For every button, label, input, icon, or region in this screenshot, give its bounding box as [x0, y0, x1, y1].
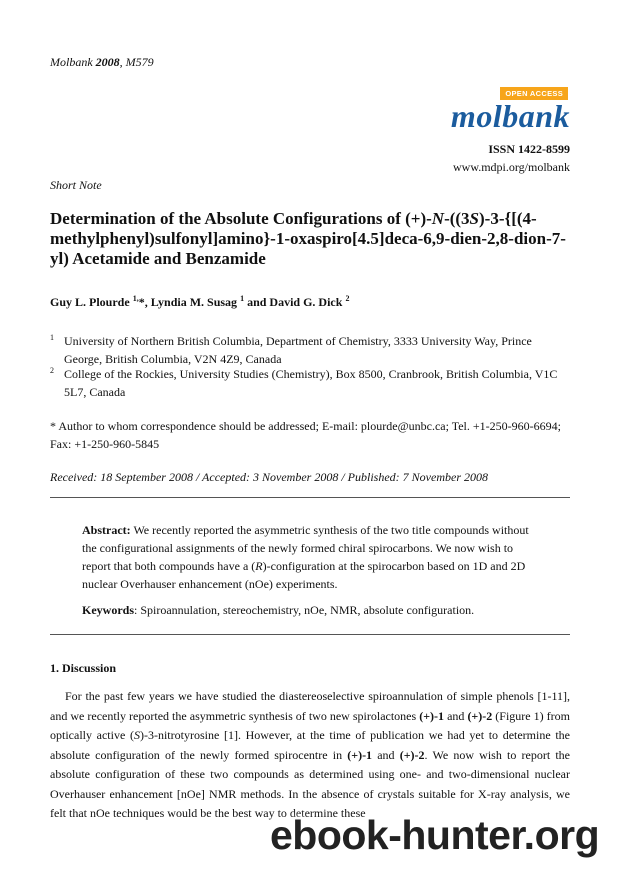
correspondence-note: * Author to whom correspondence should be addressed; E-mail: plourde@unbc.ca; Tel. +1-250-960-6694; Fax: +1-250-960-5845 [50, 419, 561, 451]
open-access-badge: OPEN ACCESS [500, 87, 568, 100]
body-text [50, 687, 570, 824]
keywords-text: : Spiroannulation, stereochemistry, nOe, NMR, absolute configuration. [134, 603, 475, 617]
citation-year: 2008 [95, 55, 120, 69]
compound-ref: (+)-1 [419, 708, 445, 723]
author-name: David G. Dick [269, 295, 343, 309]
abstract [82, 521, 540, 593]
divider [50, 497, 570, 498]
author-list [50, 294, 349, 310]
citation-journal: Molbank [50, 55, 93, 69]
affiliation [50, 365, 572, 401]
author-name: Lyndia M. Susag [150, 295, 238, 309]
watermark: ebook-hunter.org [270, 812, 600, 858]
title-part-2: -((3 [444, 209, 470, 228]
text-run: )-3-nitrotyrosine [1]. However, at the time of publication we had yet to determine the absolute configuration of the newly formed spirocentre in [50, 728, 570, 762]
text-run: and [372, 747, 400, 762]
italic-s: S [133, 728, 140, 742]
compound-ref: (+)-2 [399, 747, 425, 762]
abstract-italic-r: R [255, 559, 263, 573]
abstract-text-a: We recently reported the asymmetric synthesis of the two title compounds without the configurational assignments of the newly formed chiral spirocarbons. We now wish to report that both compounds have a ( [82, 523, 529, 573]
author-separator: and [244, 295, 270, 309]
author-affiliation-ref: 1 [240, 294, 245, 303]
text-run: . We now wish to report the absolute configuration of these two compounds as determined using one- and two-dimensional nuclear Overhauser enhancement [nOe] NMR methods. In the absence of crystals suitable for X-ray analysis, we felt that nOe techniques would be the best way to determine these [50, 747, 570, 820]
affiliation-number: 2 [50, 366, 54, 375]
journal-url[interactable]: www.mdpi.org/molbank [453, 160, 570, 174]
corresponding-mark: * [138, 295, 145, 309]
affiliation-text: College of the Rockies, University Studies (Chemistry), Box 8500, Cranbrook, British Columbia, V1C 5L7, Canada [64, 367, 558, 399]
title-part-1: Determination of the Absolute Configurations of (+)- [50, 209, 432, 228]
section-heading: 1. Discussion [50, 661, 117, 675]
author-separator: , [144, 295, 151, 309]
journal-logo: molbank [450, 98, 570, 134]
divider [50, 634, 570, 635]
text-run: and [444, 708, 468, 723]
compound-ref: (+)-1 [347, 747, 373, 762]
title-part-3: )-3-{[(4-methylphenyl)sulfonyl]amino}-1-oxaspiro[4.5]deca-6,9-dien-2,8-dion-7-yl) Acetamide and Benzamide [50, 209, 566, 268]
affiliation-number: 1 [50, 333, 54, 342]
title-italic-n: N [431, 209, 445, 228]
abstract-label: Abstract: [82, 523, 131, 537]
journal-citation: Molbank 2008, M579 [50, 55, 154, 69]
keywords [82, 603, 540, 618]
affiliation-text: University of Northern British Columbia, Department of Chemistry, 3333 University Way, Prince George, British Columbia, V2N 4Z9, Canada [64, 334, 532, 366]
abstract-text-b: )-configuration at the spirocarbon based on 1D and 2D nuclear Overhauser enhancement (nOe) experiments. [82, 559, 526, 591]
text-run: (Figure 1) from optically active ( [50, 708, 571, 742]
text-run: For the past few years we have studied the diastereoselective spiroannulation of simple phenols [1-11], and we recently reported the asymmetric synthesis of two new spirolactones [50, 689, 570, 723]
issn: ISSN 1422-8599 [488, 142, 570, 156]
affiliation [50, 332, 572, 368]
article-title [50, 209, 575, 269]
author-name: Guy L. Plourde [50, 295, 130, 309]
article-type: Short Note [50, 178, 102, 192]
author-affiliation-ref: 2 [345, 294, 350, 303]
compound-ref: (+)-2 [467, 708, 493, 723]
paragraph [50, 687, 570, 824]
author-affiliation-ref: 1, [132, 294, 139, 303]
title-italic-s: S [469, 209, 480, 228]
keywords-label: Keywords [82, 603, 134, 617]
publication-dates: Received: 18 September 2008 / Accepted: 3 November 2008 / Published: 7 November 2008 [50, 470, 488, 484]
citation-article-id: M579 [125, 55, 154, 69]
